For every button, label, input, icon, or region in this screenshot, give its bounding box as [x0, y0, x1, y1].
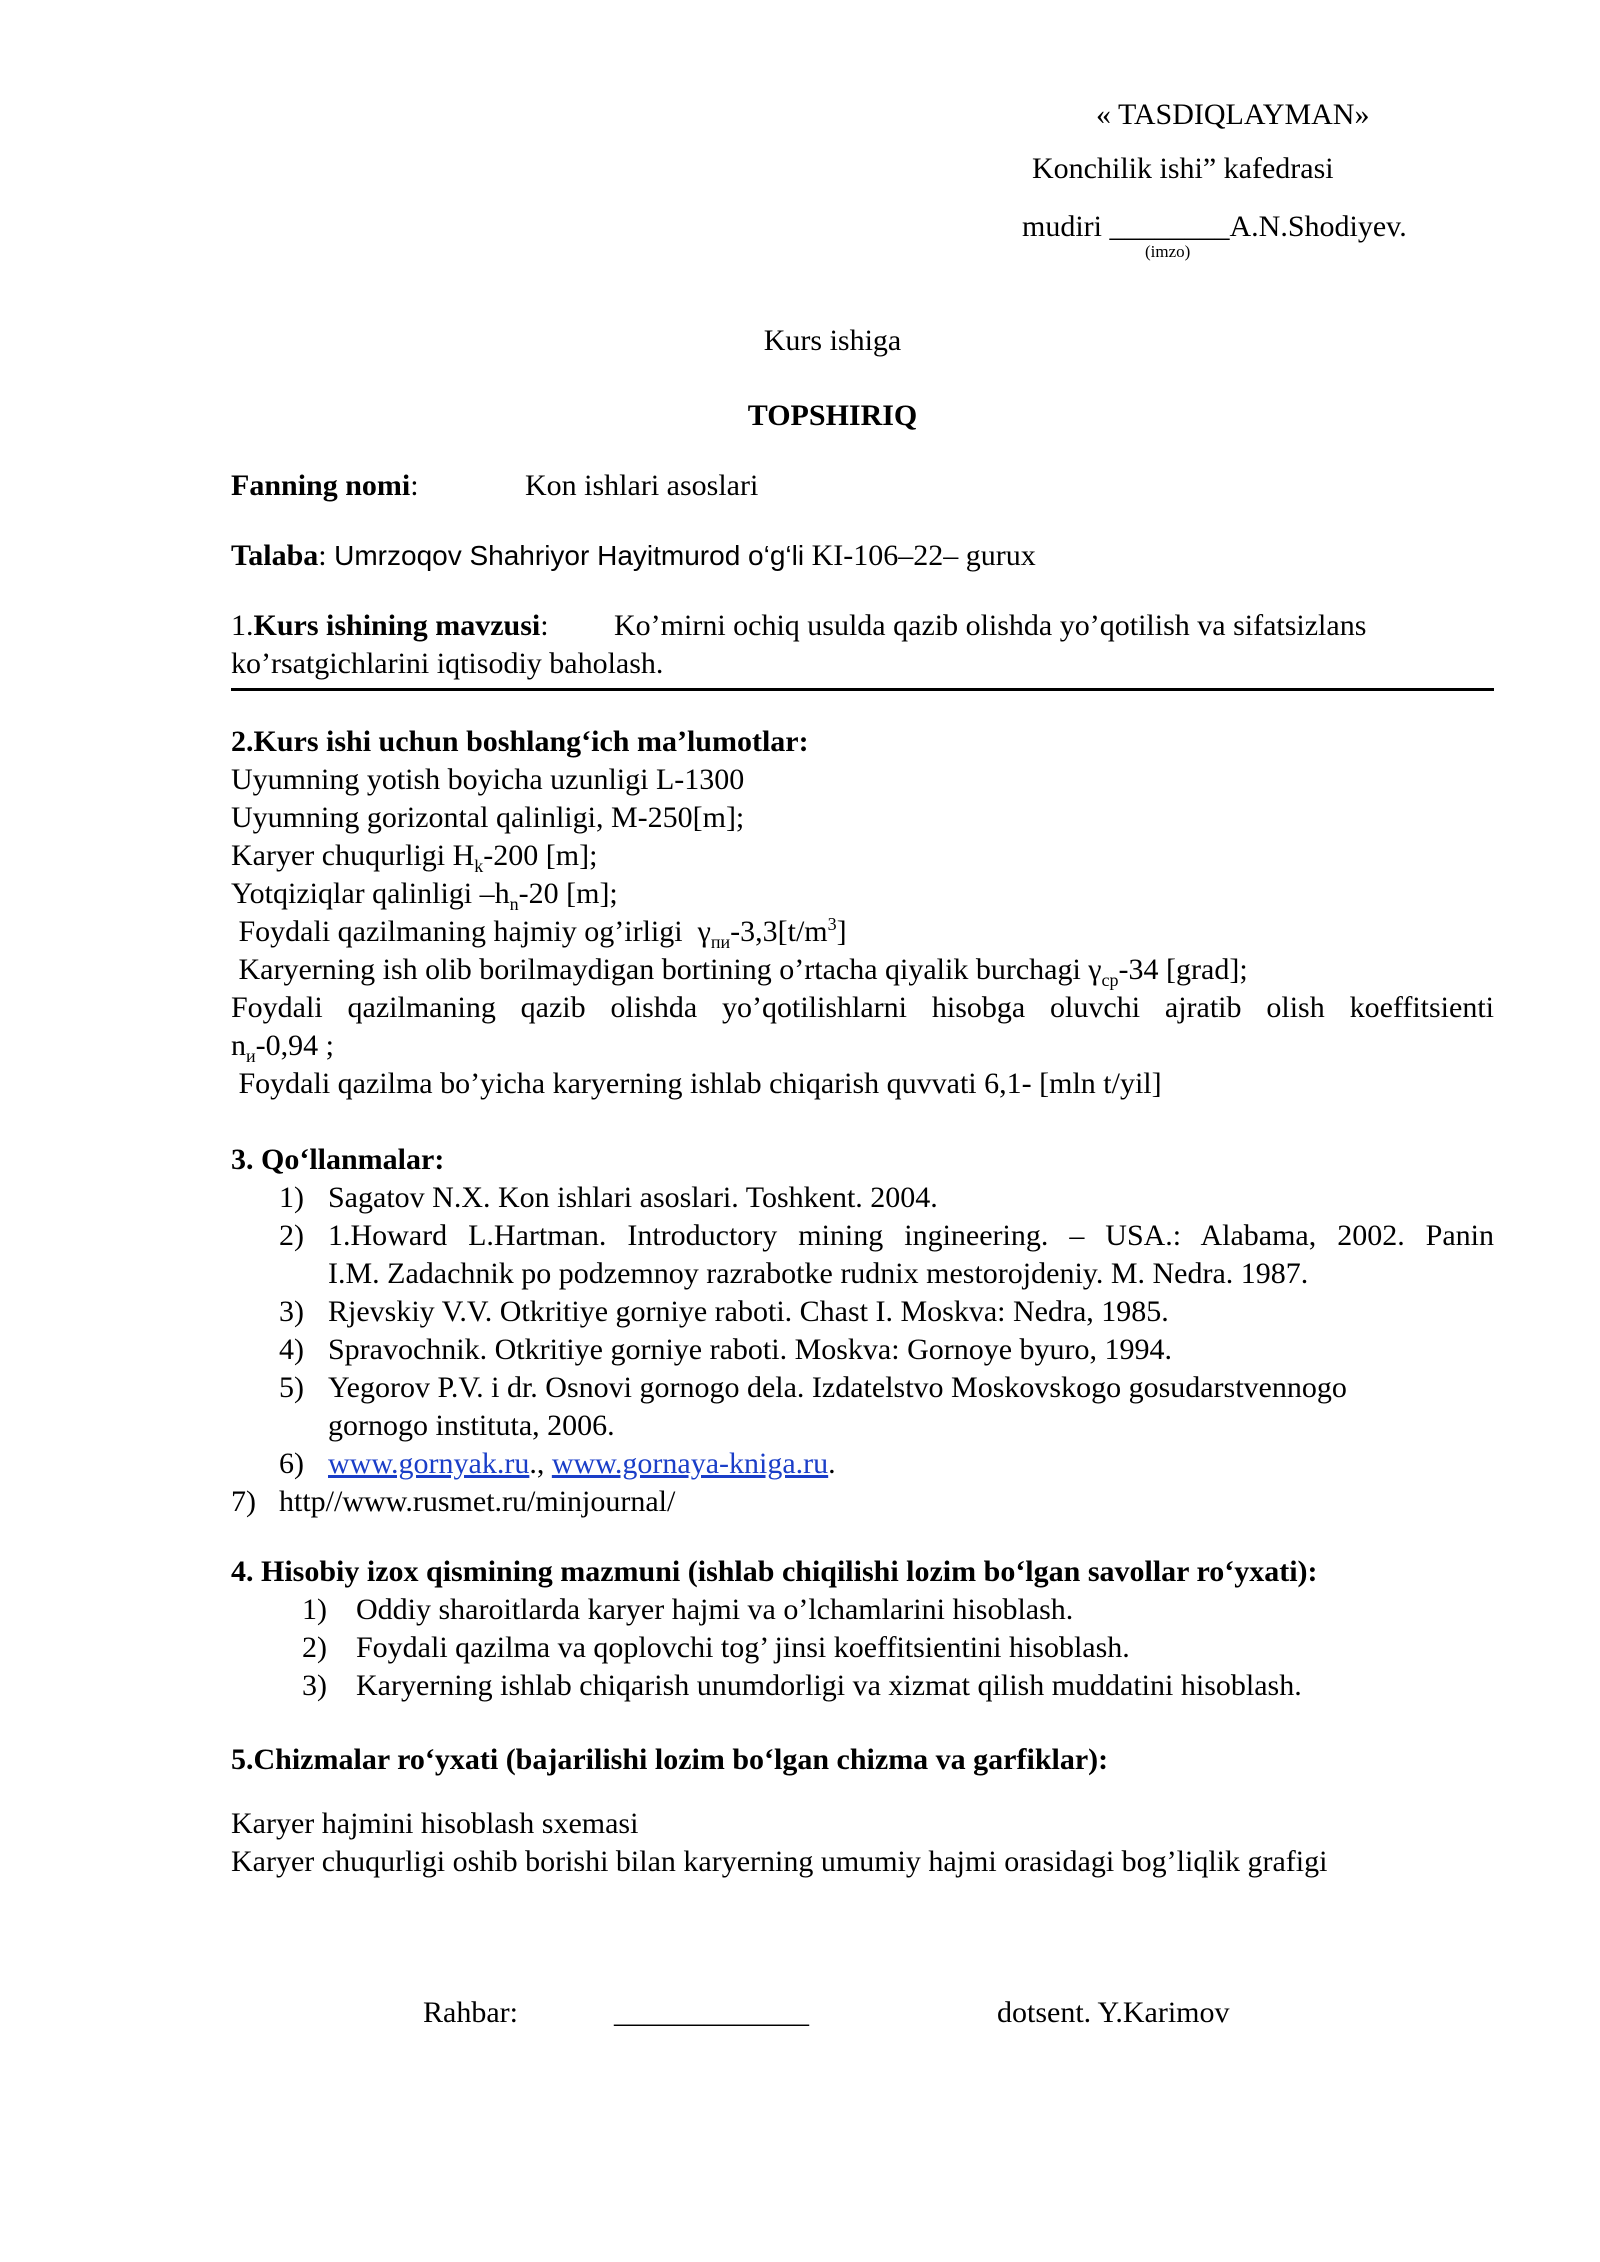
overburden-suffix: -20 [m]; — [518, 877, 618, 910]
approval-head-prefix: mudiri ________ — [1022, 210, 1230, 243]
calculation-number: 1) — [302, 1593, 327, 1626]
reference-number: 3) — [279, 1295, 304, 1328]
reference-text-cont: I.M. Zadachnik po podzemnoy razrabotke rudnix mestorojdeniy. M. Nedra. 1987. — [328, 1257, 1309, 1290]
subject-colon: : — [410, 469, 419, 502]
student-line — [231, 537, 1494, 575]
link-gornyak[interactable]: www.gornyak.ru — [328, 1447, 530, 1480]
drawings-heading: 5.Chizmalar ro‘yxati (bajarilishi lozim bo‘lgan chizma va garfiklar): — [231, 1743, 1109, 1776]
reference-item-links — [231, 1445, 1494, 1483]
calculation-text: Karyerning ishlab chiqarish unumdorligi va xizmat qilish muddatini hisoblash. — [356, 1669, 1302, 1702]
calculation-text: Oddiy sharoitlarda karyer hajmi va o’lchamlarini hisoblash. — [356, 1593, 1074, 1626]
drawing-item: Karyer chuqurligi oshib borishi bilan karyerning umumiy hajmi orasidagi bog’liqlik grafigi — [231, 1845, 1328, 1878]
supervisor-label: Rahbar: — [423, 1996, 518, 2029]
link-separator: ., — [529, 1447, 552, 1480]
initial-data-loss — [231, 1027, 1494, 1065]
subject-label: Fanning nomi — [231, 469, 411, 502]
references-section — [231, 1141, 1494, 1521]
link-gornaya-kniga[interactable]: www.gornaya-kniga.ru — [551, 1447, 829, 1480]
angle-prefix: Karyerning ish olib borilmaydigan bortining o’rtacha qiyalik burchagi γ — [231, 953, 1102, 986]
loss-sub: и — [246, 1046, 256, 1066]
topic-text-2: ko’rsatgichlarini iqtisodiy baholash. — [231, 647, 664, 680]
topic-number: 1. — [231, 609, 254, 642]
overburden-sub: n — [509, 894, 519, 914]
reference-text: Yegorov P.V. i dr. Osnovi gornogo dela. Izdatelstvo Moskovskogo gosudarstvennogo — [328, 1371, 1347, 1404]
calculation-heading: 4. Hisobiy izox qismining mazmuni (ishlab chiqilishi lozim bo‘lgan savollar ro‘yxati): — [231, 1555, 1318, 1588]
weight-close: ] — [836, 915, 847, 948]
reference-item — [231, 1179, 1494, 1217]
reference-item — [231, 1331, 1494, 1369]
calculation-item — [231, 1667, 1494, 1705]
reference-number: 6) — [279, 1447, 304, 1480]
student-label: Talaba — [231, 539, 319, 572]
drawing-item: Karyer hajmini hisoblash sxemasi — [231, 1807, 639, 1840]
reference-text: Spravochnik. Otkritiye gorniye raboti. Moskva: Gornoye byuro, 1994. — [328, 1333, 1173, 1366]
student-name: Umrzoqov Shahriyor Hayitmurod o‘g‘li — [334, 540, 805, 571]
reference-number: 4) — [279, 1333, 304, 1366]
initial-data-section — [231, 723, 1494, 1103]
reference-text-cont: gornogo instituta, 2006. — [328, 1409, 615, 1442]
calculation-number: 2) — [302, 1631, 327, 1664]
weight-sub: пи — [710, 932, 731, 952]
topic-label: Kurs ishining mavzusi — [253, 609, 541, 642]
reference-text: Sagatov N.X. Kon ishlari asoslari. Toshkent. 2004. — [328, 1181, 938, 1214]
reference-number: 5) — [279, 1371, 304, 1404]
reference-text: 1.Howard L.Hartman. Introductory mining ingineering. – USA.: Alabama, 2002. Panin — [328, 1219, 1494, 1252]
reference-item — [231, 1217, 1494, 1293]
reference-text: Rjevskiy V.V. Otkritiye gorniye raboti. Chast I. Moskva: Nedra, 1985. — [328, 1295, 1169, 1328]
initial-data-angle — [231, 951, 1494, 989]
supervisor-signature-blank: _____________ — [614, 1996, 809, 2029]
depth-suffix: -200 [m]; — [483, 839, 598, 872]
approval-department: Konchilik ishi” kafedrasi — [1032, 152, 1334, 185]
depth-prefix: Karyer chuqurligi H — [231, 839, 475, 872]
topic-text-1: Ko’mirni ochiq usulda qazib olishda yo’qotilish va sifatsizlans — [614, 609, 1367, 642]
student-group: KI-106–22– gurux — [811, 539, 1036, 572]
topic-colon: : — [540, 609, 549, 642]
calculation-item — [231, 1629, 1494, 1667]
supervisor-name: dotsent. Y.Karimov — [997, 1996, 1230, 2029]
depth-sub: k — [474, 856, 484, 876]
weight-value: -3,3[t/m — [730, 915, 828, 948]
subject-line — [231, 467, 1494, 505]
references-heading: 3. Qo‘llanmalar: — [231, 1143, 445, 1176]
reference-number: 7) — [231, 1485, 256, 1518]
approval-head-name: A.N.Shodiyev. — [1229, 210, 1407, 243]
student-colon: : — [318, 539, 327, 572]
weight-sup: 3 — [827, 914, 837, 934]
reference-number: 2) — [279, 1219, 304, 1252]
initial-data-length: Uyumning yotish boyicha uzunligi L-1300 — [231, 763, 745, 796]
calculation-section — [231, 1553, 1494, 1705]
angle-sub: ср — [1101, 970, 1119, 990]
calculation-item — [231, 1591, 1494, 1629]
initial-data-depth — [231, 837, 1494, 875]
reference-text: http//www.rusmet.ru/minjournal/ — [279, 1485, 676, 1518]
loss-suffix: -0,94 ; — [255, 1029, 334, 1062]
topic-line-1 — [231, 607, 1494, 645]
initial-data-overburden — [231, 875, 1494, 913]
initial-data-heading: 2.Kurs ishi uchun boshlang‘ich ma’lumotlar: — [231, 725, 809, 758]
loss-prefix: n — [231, 1029, 246, 1062]
signature-caption: (imzo) — [1145, 242, 1191, 261]
subtitle: Kurs ishiga — [763, 324, 902, 357]
reference-item — [231, 1293, 1494, 1331]
initial-data-loss-text: Foydali qazilmaning qazib olishda yo’qotilishlarni hisobga oluvchi ajratib olish koeffitsienti — [231, 991, 1494, 1024]
approval-head-line — [1022, 208, 1407, 246]
reference-item-7 — [231, 1483, 1494, 1521]
horizontal-rule — [231, 688, 1494, 691]
subject-value: Kon ishlari asoslari — [525, 469, 759, 502]
weight-prefix: Foydali qazilmaning hajmiy og’irligi γ — [231, 915, 711, 948]
calculation-number: 3) — [302, 1669, 327, 1702]
initial-data-thickness: Uyumning gorizontal qalinligi, M-250[m]; — [231, 801, 745, 834]
page-title: TOPSHIRIQ — [747, 399, 918, 432]
topic-section — [231, 607, 1494, 683]
initial-data-weight — [231, 913, 1494, 951]
reference-number: 1) — [279, 1181, 304, 1214]
angle-suffix: -34 [grad]; — [1118, 953, 1248, 986]
calculation-text: Foydali qazilma va qoplovchi tog’ jinsi koeffitsientini hisoblash. — [356, 1631, 1130, 1664]
drawings-section — [231, 1741, 1494, 1881]
reference-item — [231, 1369, 1494, 1445]
approval-heading: « TASDIQLAYMAN» — [1096, 98, 1370, 131]
initial-data-capacity: Foydali qazilma bo’yicha karyerning ishlab chiqarish quvvati 6,1- [mln t/yil] — [231, 1067, 1162, 1100]
overburden-prefix: Yotqiziqlar qalinligi –h — [231, 877, 510, 910]
link-end-dot: . — [828, 1447, 836, 1480]
